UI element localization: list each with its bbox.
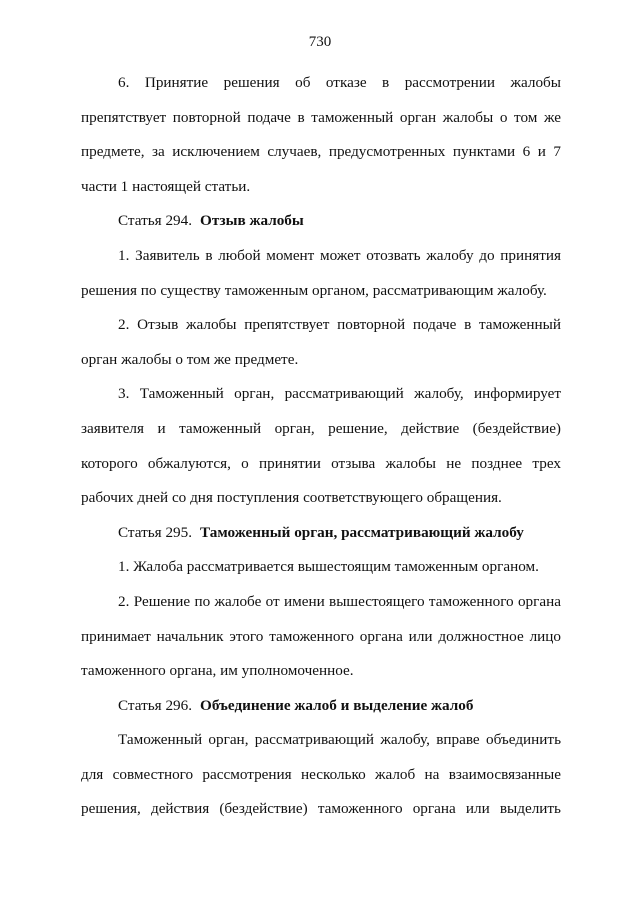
article-295-heading bbox=[81, 516, 561, 551]
article-title: Таможенный орган, рассматривающий жалобу bbox=[200, 523, 524, 541]
article-296-heading bbox=[81, 689, 561, 724]
paragraph-withdrawal-1: 1. Заявитель в любой момент может отозвать жалобу до принятия решения по существу таможенным органом, рассматривающим жалобу. bbox=[81, 246, 561, 299]
paragraph-withdrawal-3: 3. Таможенный орган, рассматривающий жалобу, информирует заявителя и таможенный орган, решение, действие (бездействие) которого обжалуются, о принятии отзыва жалобы не позднее трех рабочих дней со дня поступления соответствующего обращения. bbox=[81, 385, 561, 507]
paragraph-merging-complaints: Таможенный орган, рассматривающий жалобу, вправе объединить для совместного рассмотрения несколько жалоб на взаимосвязанные решения, действия (бездействие) таможенного органа или выделить bbox=[81, 731, 561, 818]
article-label: Статья 296. bbox=[118, 696, 193, 714]
article-label: Статья 295. bbox=[118, 523, 193, 541]
paragraph-refusal-consequence: 6. Принятие решения об отказе в рассмотрении жалобы препятствует повторной подаче в таможенный орган жалобы о том же предмете, за исключением случаев, предусмотренных пунктами 6 и 7 части 1 настоящей статьи. bbox=[81, 74, 561, 195]
paragraph-reviewing-body-1: 1. Жалоба рассматривается вышестоящим таможенным органом. bbox=[118, 558, 539, 576]
document-body bbox=[81, 66, 561, 827]
article-title: Отзыв жалобы bbox=[200, 212, 304, 230]
paragraph-withdrawal-2: 2. Отзыв жалобы препятствует повторной подаче в таможенный орган жалобы о том же предмете. bbox=[81, 316, 561, 368]
article-294-heading bbox=[81, 204, 561, 239]
article-title: Объединение жалоб и выделение жалоб bbox=[200, 696, 474, 714]
paragraph-reviewing-body-2: 2. Решение по жалобе от имени вышестоящего таможенного органа принимает начальник этого таможенного органа или должностное лицо таможенного органа, им уполномоченное. bbox=[81, 592, 561, 680]
page-number: 730 bbox=[308, 34, 332, 50]
article-label: Статья 294. bbox=[118, 212, 193, 230]
